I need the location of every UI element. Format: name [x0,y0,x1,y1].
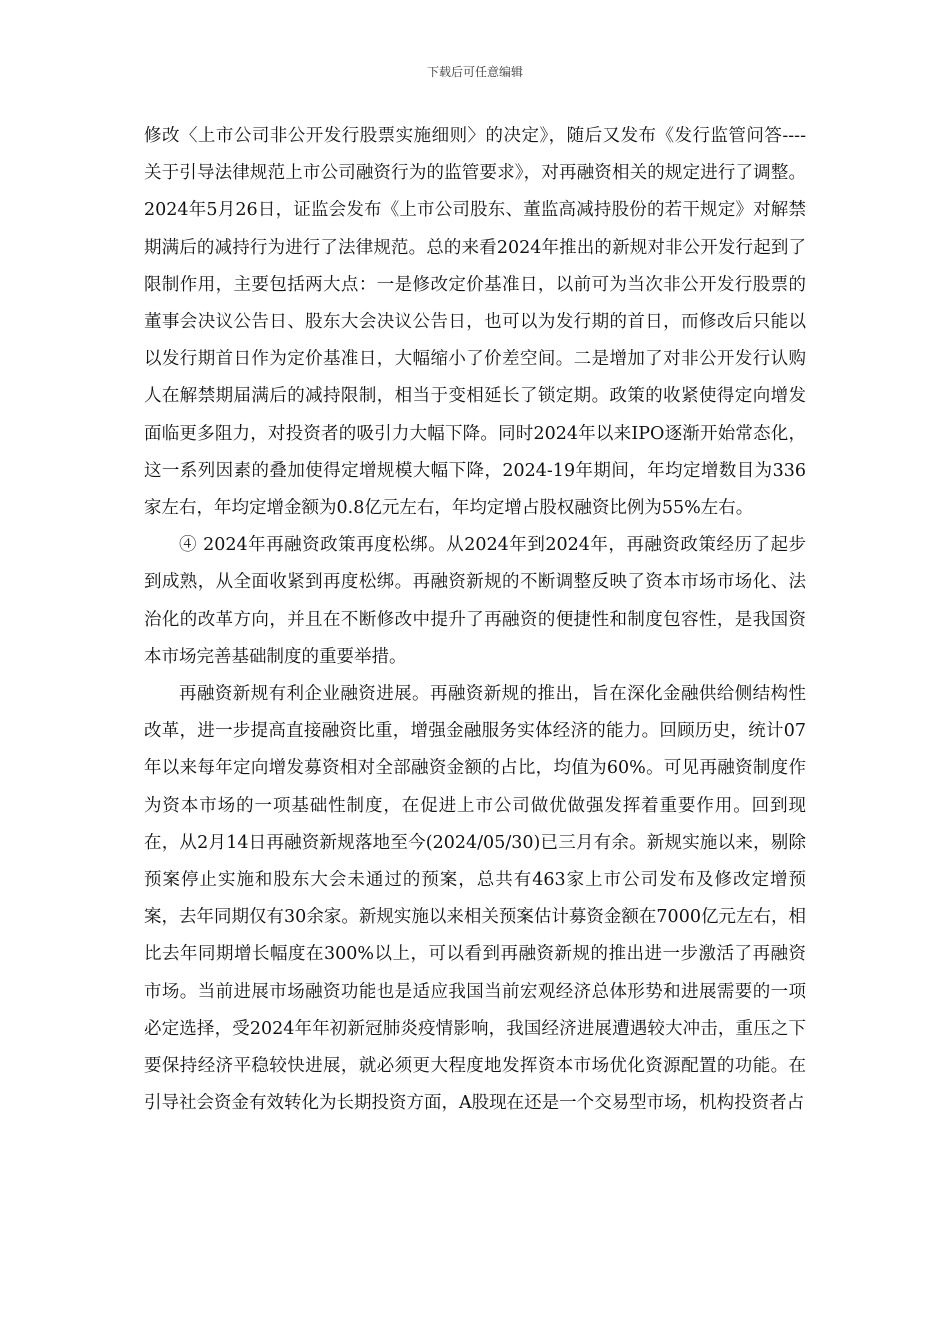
paragraph-new-rules-benefits: 再融资新规有利企业融资进展。再融资新规的推出，旨在深化金融供给侧结构性改革，进一步提高直接融资比重，增强金融服务实体经济的能力。回顾历史，统计07年以来每年定向增发募资相对全部融资金额的占比，均值为60%。可见再融资制度作为资本市场的一项基础性制度，在促进上市公司做优做强发挥着重要作用。回到现在，从2月14日再融资新规落地至今(2024/05/30)已三月有余。新规实施以来，剔除预案停止实施和股东大会未通过的预案，总共有463家上市公司发布及修改定增预案，去年同期仅有30余家。新规实施以来相关预案估计募资金额在7000亿元左右，相比去年同期增长幅度在300%以上，可以看到再融资新规的推出进一步激活了再融资市场。当前进展市场融资功能也是适应我国当前宏观经济总体形势和进展需要的一项必定选择，受2024年年初新冠肺炎疫情影响，我国经济进展遭遇较大冲击，重压之下要保持经济平稳较快进展，就必须更大程度地发挥资本市场优化资源配置的功能。在引导社会资金有效转化为长期投资方面，A股现在还是一个交易型市场，机构投资者占 [144,684,806,1114]
document-body [144,118,806,1122]
paragraph-policy-relaxation: ④ 2024年再融资政策再度松绑。从2024年到2024年，再融资政策经历了起步到成熟，从全面收紧到再度松绑。再融资新规的不断调整反映了资本市场市场化、法治化的改革方向，并且在不断修改中提升了再融资的便捷性和制度包容性，是我国资本市场完善基础制度的重要举措。 [144,535,806,667]
paragraph-regulation-history: 修改〈上市公司非公开发行股票实施细则〉的决定》，随后又发布《发行监管问答----关于引导法律规范上市公司融资行为的监管要求》，对再融资相关的规定进行了调整。2024年5月26日，证监会发布《上市公司股东、董监高减持股份的若干规定》对解禁期满后的减持行为进行了法律规范。总的来看2024年推出的新规对非公开发行起到了限制作用，主要包括两大点：一是修改定价基准日，以前可为当次非公开发行股票的董事会决议公告日、股东大会决议公告日，也可以为发行期的首日，而修改后只能以以发行期首日作为定价基准日，大幅缩小了价差空间。二是增加了对非公开发行认购人在解禁期届满后的减持限制，相当于变相延长了锁定期。政策的收紧使得定向增发面临更多阻力，对投资者的吸引力大幅下降。同时2024年以来IPO逐渐开始常态化，这一系列因素的叠加使得定增规模大幅下降，2024-19年期间，年均定增数目为336家左右，年均定增金额为0.8亿元左右，年均定增占股权融资比例为55%左右。 [144,126,806,519]
page-header: 下载后可任意编辑 [426,65,523,79]
